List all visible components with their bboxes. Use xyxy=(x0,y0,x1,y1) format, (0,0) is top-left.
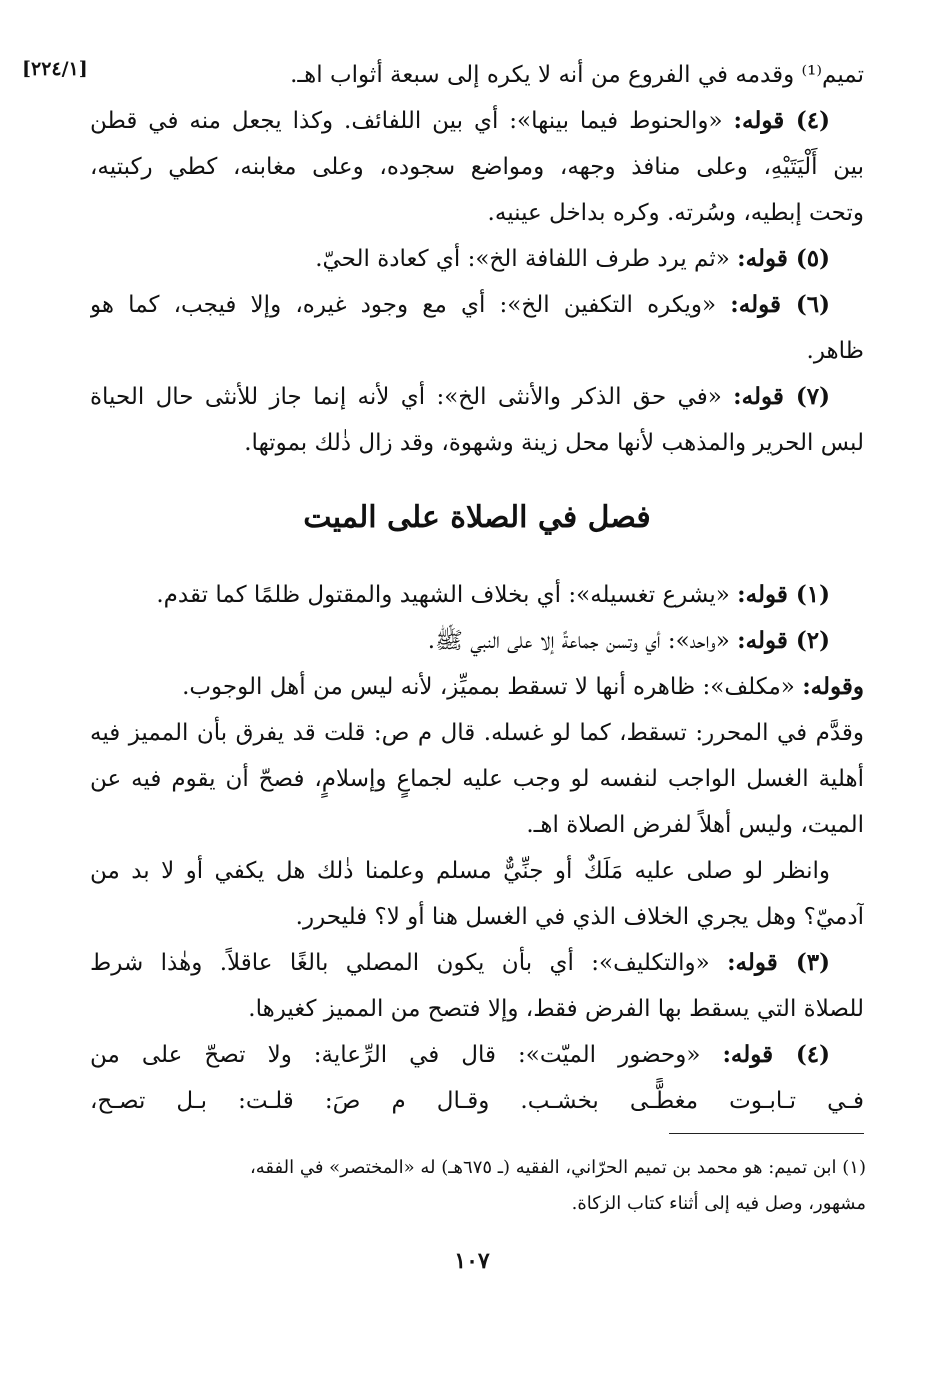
line-text: «والتكليف»: أي بأن يكون المصلي بالغًا عاقلاً. وهٰذا شرط xyxy=(90,950,728,976)
text-line xyxy=(90,848,864,894)
text-line xyxy=(90,940,864,986)
line-text: تميم⁽¹⁾ وقدمه في الفروع من أنه لا يكره إلى سبعة أثواب اهـ. xyxy=(290,62,864,88)
line-text: ظاهر. xyxy=(806,338,864,364)
text-line xyxy=(90,572,864,618)
text-line xyxy=(90,328,864,374)
text-line xyxy=(90,1032,864,1078)
text-line xyxy=(90,1078,864,1124)
line-text: فـي تـابـوت مغطًّـى بخشـب. وقـال م صَ: قلـت: بـل تصـح، xyxy=(90,1088,864,1114)
footnotes xyxy=(100,1150,866,1222)
text-line xyxy=(90,756,864,802)
entry-keyword: (٤) قوله: xyxy=(722,1041,830,1068)
line-text: «ويكره التكفين الخ»: أي مع وجود غيره، وإلا فيجب، كما هو xyxy=(90,292,731,318)
line-text: «مكلف»: ظاهره أنها لا تسقط بمميِّز، لأنه ليس من أهل الوجوب. xyxy=(182,674,803,700)
text-line xyxy=(90,894,864,940)
text-line xyxy=(90,52,864,98)
line-text: «وحضور الميّت»: قال في الرِّعاية: ولا تصحّ على من xyxy=(90,1042,723,1068)
text-line xyxy=(90,282,864,328)
entry-keyword: (٥) قوله: xyxy=(737,245,830,272)
text-line xyxy=(90,236,864,282)
footnote-separator xyxy=(669,1133,864,1134)
line-text: لبس الحرير والمذهب لأنها محل زينة وشهوة، وقد زال ذٰلك بموتها. xyxy=(244,430,864,456)
entry-keyword: (٤) قوله: xyxy=(733,107,830,134)
line-text: أهلية الغسل الواجب لنفسه لو وجب عليه لجماعٍ وإسلامٍ، فصحّ أن يقوم فيه عن xyxy=(90,766,864,792)
page-number: ١٠٧ xyxy=(454,1248,490,1274)
text-line xyxy=(90,374,864,420)
text-line xyxy=(90,190,864,236)
text-line xyxy=(90,986,864,1032)
text-line xyxy=(90,98,864,144)
entry-keyword: (٢) قوله: xyxy=(737,627,830,654)
line-text: وتحت إبطيه، وسُرته. وكره بداخل عينيه. xyxy=(487,200,864,226)
line-text: للصلاة التي يسقط بها الفرض فقط، وإلا فتصح من المميز كغيرها. xyxy=(248,996,864,1022)
text-line xyxy=(90,144,864,190)
line-text: «في حق الذكر والأنثى الخ»: أي لأنه إنما جاز للأنثى حال الحياة xyxy=(90,384,734,410)
line-text: وانظر لو صلى عليه مَلَكٌ أو جنِّيٌّ مسلم وعلمنا ذٰلك هل يكفي أو لا بد من xyxy=(90,858,830,884)
entry-keyword: وقوله: xyxy=(802,673,864,700)
line-text: «والحنوط فيما بينها»: أي بين اللفائف. وكذا يجعل منه في قطن xyxy=(90,108,734,134)
text-line xyxy=(90,420,864,466)
text-line xyxy=(90,802,864,848)
footnote-line: (١) ابن تميم: هو محمد بن تميم الحرّاني، الفقيه (ـ ٦٧٥هـ) له «المختصر» في الفقه، xyxy=(249,1157,866,1178)
main-text xyxy=(90,52,864,1124)
line-text: بين أَلْيَتَيْهِ، وعلى منافذ وجهه، ومواضع سجوده، وعلى مغابنه، كطي ركبتيه، xyxy=(90,154,864,180)
entry-keyword: (٣) قوله: xyxy=(727,949,830,976)
text-line xyxy=(90,710,864,756)
line-text: «ثم يرد طرف اللفافة الخ»: أي كعادة الحيّ. xyxy=(315,246,738,272)
footnote-line: مشهور، وصل فيه إلى أثناء كتاب الزكاة. xyxy=(571,1193,866,1214)
entry-keyword: (٧) قوله: xyxy=(733,383,830,410)
text-line xyxy=(90,664,864,710)
line-text: الميت، وليس أهلاً لفرض الصلاة اهـ. xyxy=(526,812,864,838)
line-text: آدميّ؟ وهل يجري الخلاف الذي في الغسل هنا أو لا؟ فليحرر. xyxy=(295,904,864,930)
entry-keyword: (٦) قوله: xyxy=(730,291,830,318)
text-line xyxy=(90,618,864,664)
section-heading: فصل في الصلاة على الميت xyxy=(303,500,651,535)
entry-keyword: (١) قوله: xyxy=(737,581,830,608)
page-reference-marker: [٢٢٤/١] xyxy=(22,58,88,80)
line-text: «واحد»: أي وتسن جماعةً إلا على النبي ﷺ. xyxy=(427,628,738,654)
line-text: وقدَّم في المحرر: تسقط، كما لو غسله. قال م ص: قلت قد يفرق بأن المميز فيه xyxy=(90,720,864,746)
line-text: «يشرع تغسيله»: أي بخلاف الشهيد والمقتول ظلمًا كما تقدم. xyxy=(156,582,738,608)
